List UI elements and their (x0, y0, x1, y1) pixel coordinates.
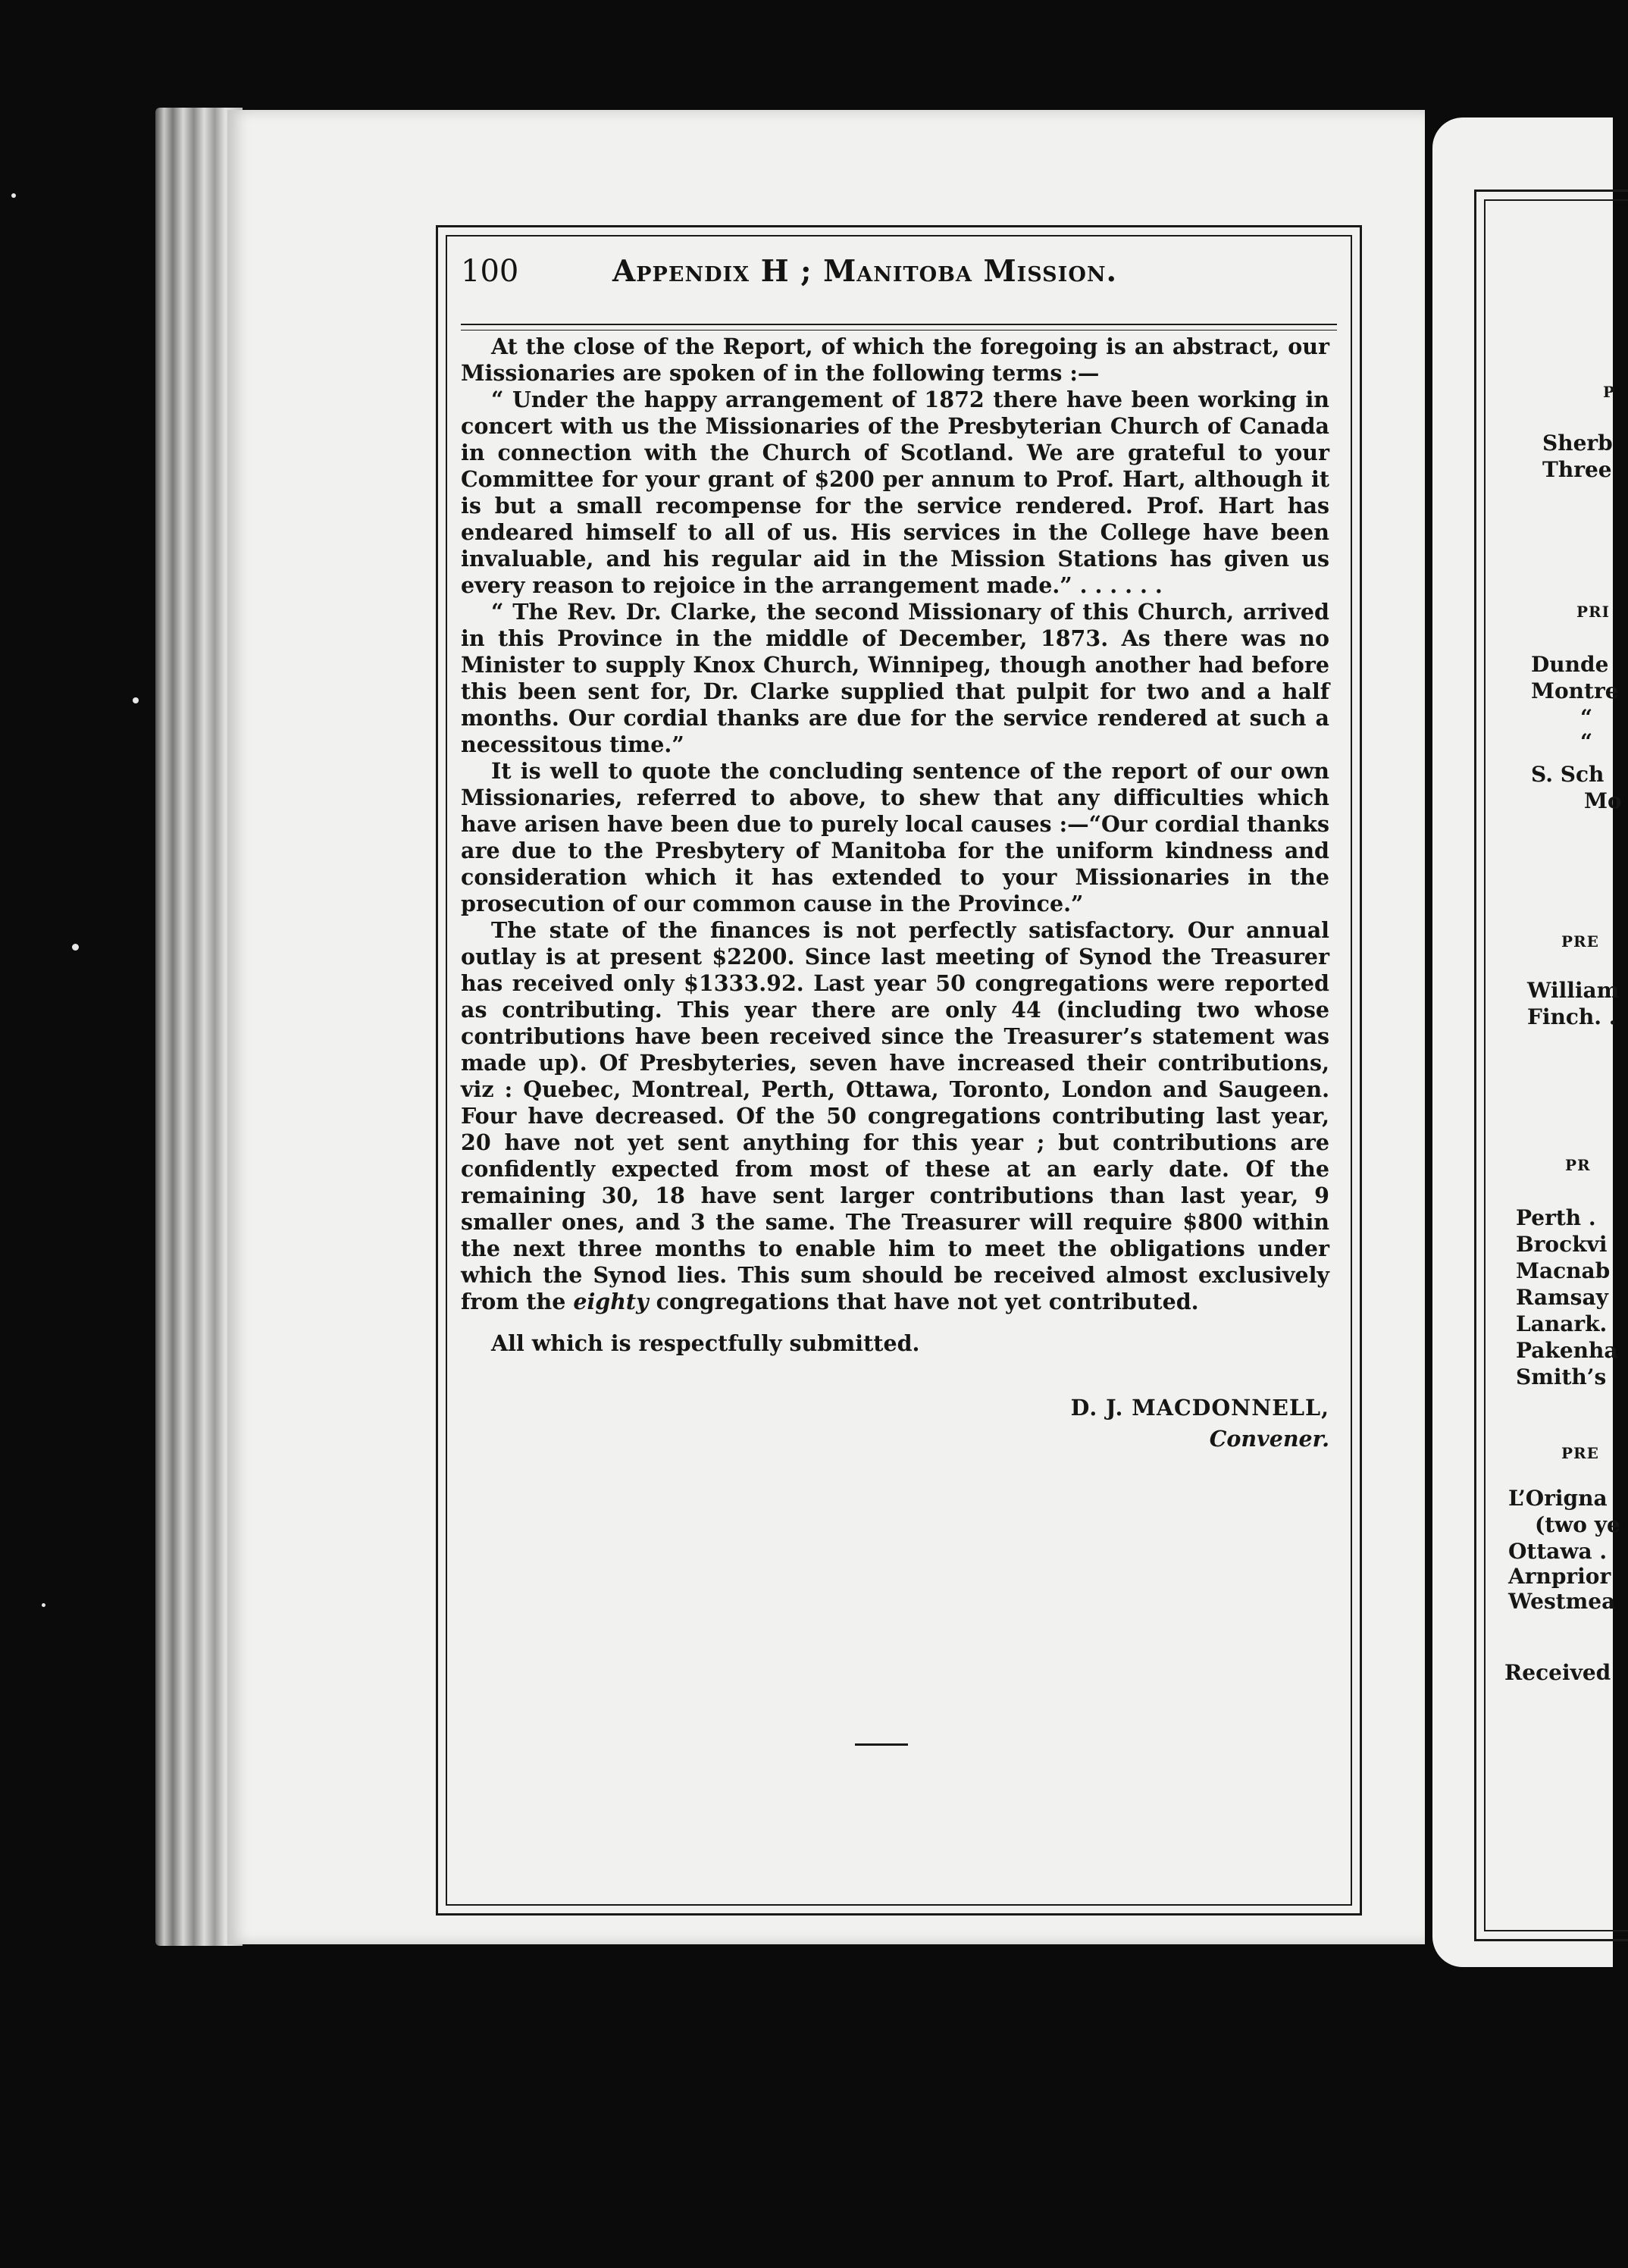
right-fragment: “ (1580, 729, 1593, 754)
right-fragment: Perth . (1516, 1205, 1596, 1230)
right-fragment: Pakenha (1516, 1338, 1618, 1363)
right-fragment: Sherb (1542, 431, 1613, 456)
right-fragment: S. Sch (1531, 762, 1605, 787)
right-fragment: Montre (1531, 678, 1619, 703)
scan-speck (42, 1603, 45, 1607)
page-border-frame (436, 225, 1362, 1916)
right-fragment: “ (1580, 705, 1593, 730)
article-body (461, 334, 1329, 1452)
signature-name: D. J. MACDONNELL, (1070, 1395, 1329, 1421)
right-fragment: Finch. . (1527, 1004, 1617, 1029)
emphasis-word: eighty (573, 1289, 649, 1314)
right-fragment: Ramsay (1516, 1285, 1608, 1310)
paragraph: “ Under the happy arrangement of 1872 there have been working in concert with us the Missionaries of the Presbyterian Church of Canada in connection with the Church of Scotland. We are grateful to your Committee for your grant of $200 per annum to Prof. Hart, although it is but a small recompense for the service rendered. Prof. Hart has endeared himself to all of us. His services in the College have been invaluable, and his regular aid in the Mission Stations has given us every reason to rejoice in the arrangement made.” . . . . . . (461, 387, 1329, 598)
closing-line: All which is respectfully submitted. (491, 1330, 920, 1356)
right-fragment: Lanark. (1516, 1311, 1608, 1336)
right-fragment: PRE (1561, 1444, 1599, 1462)
paragraph: At the close of the Report, of which the foregoing is an abstract, our Missionaries are spoken of in the following terms :— (461, 334, 1329, 386)
paragraph-text: congregations that have not yet contributed. (656, 1289, 1199, 1314)
right-fragment: Brockvi (1516, 1232, 1608, 1257)
running-title: Appendix H ; Manitoba Mission. (612, 254, 1118, 289)
paragraph-text: The state of the finances is not perfectly satisfactory. Our annual outlay is at present $2200. Since last meeting of Synod the Treasurer has received only $1333.92. Last year 50 congregations were reported as contributing. This year there are only 44 (including two whose contributions have been received since the Treasurer’s statement was made up). Of Presbyteries, seven have increased their contributions, viz : Quebec, Montreal, Perth, Ottawa, Toronto, London and Saugeen. Four have decreased. Of the 50 congregations contributing last year, 20 have not yet sent anything for this year ; but contributions are confidently expected from most of these at an early date. Of the remaining 30, 18 have sent larger contributions than last year, 9 smaller ones, and 3 the same. The Treasurer will require $800 within the next three months to enable him to meet the obligations under which the Synod lies. This sum should be received almost exclusively from the (461, 917, 1329, 1314)
paragraph: “ The Rev. Dr. Clarke, the second Missionary of this Church, arrived in this Province in the middle of December, 1873. As there was no Minister to supply Knox Church, Winnipeg, though another had before this been sent for, Dr. Clarke supplied that pulpit for two and a half months. Our cordial thanks are due for the service rendered at such a necessitous time.” (461, 599, 1329, 757)
right-fragment: P (1603, 383, 1616, 401)
scan-speck (72, 944, 79, 951)
header-rule (461, 324, 1337, 325)
paragraph: It is well to quote the concluding sentence of the report of our own Missionaries, referred to above, to shew that any difficulties which have arisen have been due to purely local causes :—“Our cordial thanks are due to the Presbytery of Manitoba for the uniform kindness and consideration which it has extended to your Missionaries in the prosecution of our common cause in the Province.” (461, 758, 1329, 916)
right-fragment: Arnprior (1508, 1564, 1611, 1589)
right-fragment: William (1527, 978, 1620, 1003)
right-fragment: Ottawa . (1508, 1539, 1608, 1564)
right-fragment: L’Origna (1508, 1486, 1608, 1511)
right-fragment: Macnab (1516, 1258, 1611, 1283)
right-fragment: PR (1565, 1156, 1591, 1174)
right-fragment: PRI (1576, 603, 1611, 621)
right-fragment: Dunde (1531, 652, 1609, 677)
right-fragment: Received (1504, 1660, 1611, 1685)
running-header (461, 254, 1337, 307)
end-rule (855, 1743, 908, 1746)
right-fragment: Mo (1584, 788, 1622, 813)
scan-speck (133, 697, 139, 703)
right-fragment: PRE (1561, 932, 1599, 951)
right-fragment: (two ye (1535, 1512, 1620, 1537)
right-fragment: Smith’s (1516, 1364, 1607, 1389)
paragraph-finances (461, 917, 1329, 1315)
signature-title: Convener. (1209, 1426, 1329, 1452)
scan-speck (11, 193, 16, 198)
right-fragment: Three (1542, 457, 1612, 482)
page-number: 100 (461, 254, 519, 289)
right-fragment: Westmea (1508, 1589, 1616, 1614)
